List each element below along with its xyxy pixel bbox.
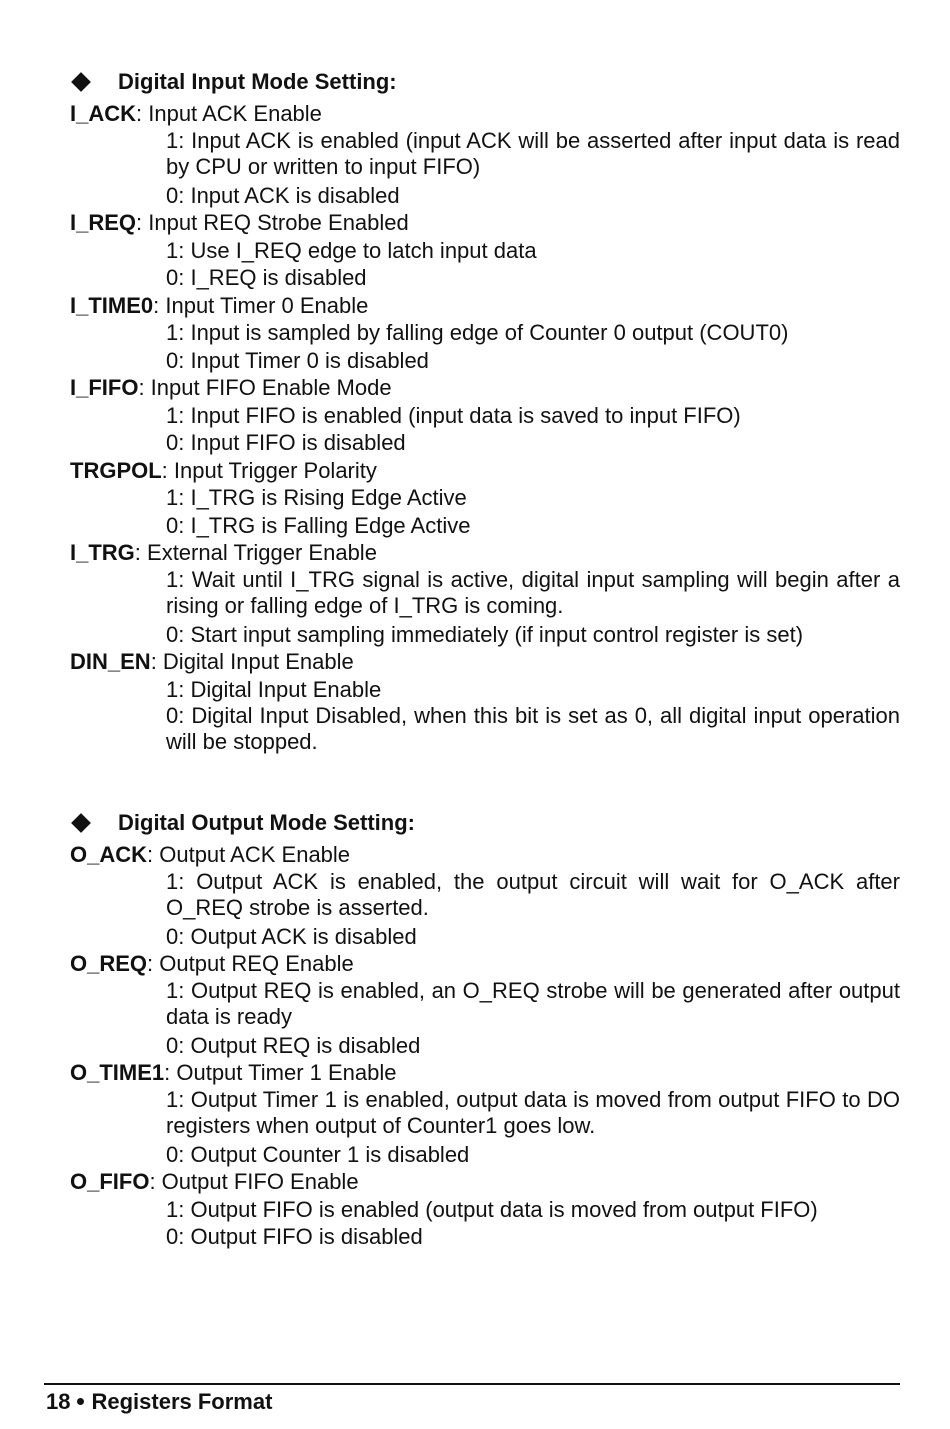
- field-name: O_FIFO: [70, 1169, 150, 1194]
- field-name: TRGPOL: [70, 457, 162, 483]
- option-text: 1: I_TRG is Rising Edge Active: [166, 485, 467, 510]
- option-text: 0: Digital Input Disabled, when this bit is set as 0, all digital input operation will be stopped.: [166, 703, 900, 754]
- field-description: : Input FIFO Enable Mode: [138, 375, 392, 400]
- field-o-fifo: [70, 1168, 900, 1251]
- footer-divider: [44, 1383, 900, 1385]
- option-text: 0: Input ACK is disabled: [166, 182, 400, 208]
- option-text: 0: Output ACK is disabled: [166, 923, 417, 949]
- option-text: 1: Output Timer 1 is enabled, output data is moved from output FIFO to DO registers when output of Counter1 goes low.: [166, 1086, 900, 1138]
- field-i-trg: [70, 539, 900, 648]
- option-text: 1: Output REQ is enabled, an O_REQ strobe will be generated after output data is ready: [166, 977, 900, 1029]
- option-text: 0: Output FIFO is disabled: [166, 1224, 423, 1249]
- field-o-req: [70, 950, 900, 1059]
- field-o-ack: [70, 841, 900, 950]
- field-description: : Input ACK Enable: [136, 101, 322, 126]
- field-i-time0: [70, 292, 900, 375]
- field-name: O_ACK: [70, 842, 148, 867]
- page-number: 18: [46, 1389, 71, 1414]
- option-text: 0: Output Counter 1 is disabled: [166, 1141, 470, 1167]
- option-text: 0: Input Timer 0 is disabled: [166, 347, 429, 373]
- footer-title: Registers Format: [91, 1389, 273, 1414]
- option-text: 0: Output REQ is disabled: [166, 1032, 421, 1058]
- option-text: 1: Use I_REQ edge to latch input data: [166, 237, 537, 263]
- option-text: 0: Start input sampling immediately (if input control register is set): [166, 621, 804, 647]
- option-text: 0: Input FIFO is disabled: [166, 430, 406, 455]
- field-din-en: [70, 648, 900, 755]
- field-description: : External Trigger Enable: [134, 540, 377, 565]
- field-i-req: [70, 209, 900, 292]
- option-text: 1: Input ACK is enabled (input ACK will be asserted after input data is read by CPU or written to input FIFO): [166, 127, 900, 179]
- section-spacer: [70, 757, 900, 809]
- field-name: DIN_EN: [70, 649, 151, 674]
- field-name: I_TIME0: [70, 292, 154, 318]
- field-description: : Output REQ Enable: [147, 951, 354, 976]
- field-trgpol: [70, 457, 900, 540]
- field-description: : Output FIFO Enable: [149, 1169, 359, 1194]
- section-digital-output: [70, 809, 900, 1251]
- field-name: O_REQ: [70, 951, 148, 976]
- section-heading: [70, 809, 900, 837]
- page-footer: [46, 1388, 272, 1416]
- section-heading-text: Digital Input Mode Setting:: [118, 69, 397, 94]
- field-i-ack: [70, 100, 900, 209]
- field-name: I_TRG: [70, 540, 135, 565]
- option-text: 1: Output FIFO is enabled (output data is moved from output FIFO): [166, 1196, 818, 1222]
- field-name: I_REQ: [70, 210, 137, 235]
- field-description: : Input Timer 0 Enable: [153, 292, 369, 318]
- field-description: : Input Trigger Polarity: [161, 457, 377, 483]
- field-o-time1: [70, 1059, 900, 1168]
- section-heading-text: Digital Output Mode Setting:: [118, 810, 415, 835]
- option-text: 1: Output ACK is enabled, the output circuit will wait for O_ACK after O_REQ strobe is asserted.: [166, 868, 900, 920]
- diamond-bullet-icon: [71, 813, 91, 833]
- page-content: [70, 68, 900, 1251]
- section-heading: [70, 68, 900, 96]
- field-description: : Output ACK Enable: [147, 842, 351, 867]
- option-text: 1: Digital Input Enable: [166, 676, 382, 702]
- option-text: 1: Input is sampled by falling edge of Counter 0 output (COUT0): [166, 320, 789, 345]
- field-name: I_FIFO: [70, 375, 139, 400]
- field-i-fifo: [70, 374, 900, 457]
- field-description: : Digital Input Enable: [150, 649, 354, 674]
- option-text: 0: I_TRG is Falling Edge Active: [166, 512, 471, 538]
- bullet-dot-icon: [77, 1398, 84, 1405]
- option-text: 1: Input FIFO is enabled (input data is saved to input FIFO): [166, 402, 741, 428]
- field-description: : Output Timer 1 Enable: [164, 1060, 397, 1085]
- diamond-bullet-icon: [71, 72, 91, 92]
- field-description: : Input REQ Strobe Enabled: [136, 210, 409, 235]
- field-name: O_TIME1: [70, 1060, 165, 1085]
- option-text: 1: Wait until I_TRG signal is active, digital input sampling will begin after a rising or falling edge of I_TRG is coming.: [166, 566, 900, 618]
- option-text: 0: I_REQ is disabled: [166, 265, 367, 290]
- field-name: I_ACK: [70, 101, 137, 126]
- section-digital-input: [70, 68, 900, 755]
